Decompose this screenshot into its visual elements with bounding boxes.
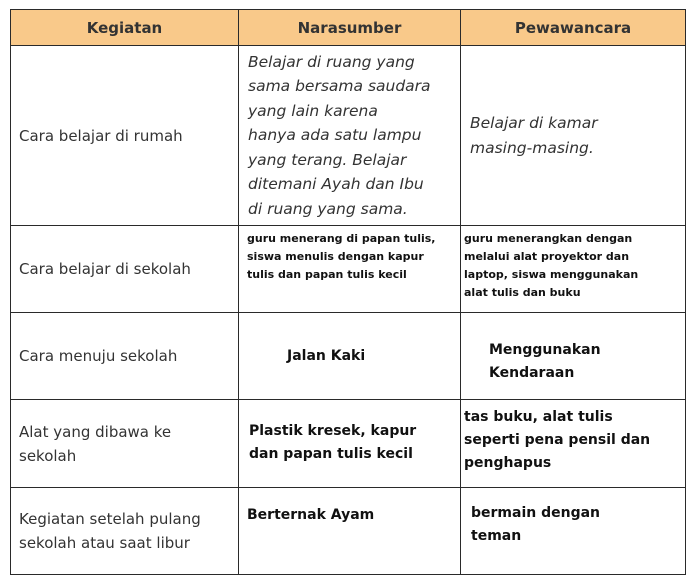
row2-activity: Cara belajar di sekolah: [11, 226, 239, 313]
table-row: [11, 46, 686, 226]
header-narasumber: Narasumber: [239, 10, 461, 46]
table-row: [11, 226, 686, 313]
table-header-row: [11, 10, 686, 46]
row5-activity: Kegiatan setelah pulang sekolah atau saat libur: [11, 488, 239, 575]
table-row: [11, 400, 686, 488]
table-row: [11, 488, 686, 575]
table-row: [11, 313, 686, 400]
row3-narasumber: Jalan Kaki: [239, 313, 461, 400]
row4-narasumber: Plastik kresek, kapur dan papan tulis kecil: [239, 400, 461, 488]
row4-pewawancara: tas buku, alat tulis seperti pena pensil dan penghapus: [461, 400, 686, 488]
row5-narasumber: Berternak Ayam: [239, 488, 461, 575]
row5-pewawancara: bermain dengan teman: [461, 488, 686, 575]
row3-activity: Cara menuju sekolah: [11, 313, 239, 400]
row1-narasumber: Belajar di ruang yang sama bersama saudara yang lain karena hanya ada satu lampu yang terang. Belajar ditemani Ayah dan Ibu di ruang yang sama.: [239, 46, 461, 226]
header-pewawancara: Pewawancara: [461, 10, 686, 46]
row4-activity: Alat yang dibawa ke sekolah: [11, 400, 239, 488]
interview-table: [10, 9, 685, 575]
row2-narasumber: guru menerang di papan tulis, siswa menulis dengan kapur tulis dan papan tulis kecil: [239, 226, 461, 313]
header-kegiatan: Kegiatan: [11, 10, 239, 46]
row1-activity: Cara belajar di rumah: [11, 46, 239, 226]
row1-pewawancara: Belajar di kamar masing-masing.: [461, 46, 686, 226]
row2-pewawancara: guru menerangkan dengan melalui alat proyektor dan laptop, siswa menggunakan alat tulis dan buku: [461, 226, 686, 313]
row3-pewawancara: Menggunakan Kendaraan: [461, 313, 686, 400]
